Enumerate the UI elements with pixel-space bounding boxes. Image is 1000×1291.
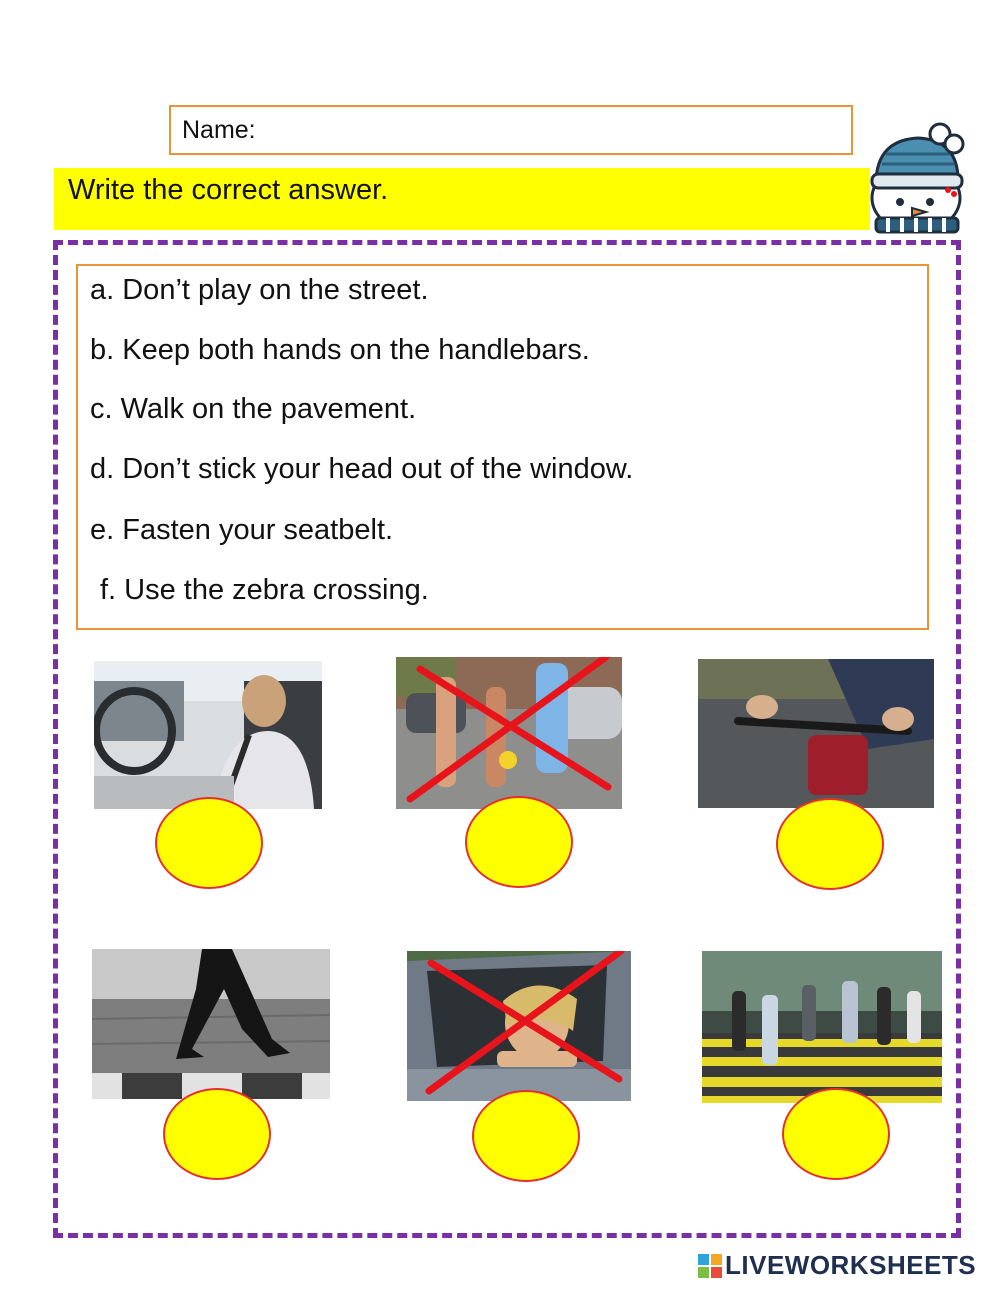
photo-handlebars: [698, 659, 934, 808]
option-d: d. Don’t stick your head out of the window.: [90, 453, 634, 485]
liveworksheets-logo: [698, 1250, 976, 1281]
option-f: f. Use the zebra crossing.: [100, 574, 429, 606]
snowman-icon: [866, 120, 976, 241]
answer-oval-5[interactable]: [472, 1090, 580, 1182]
photo-playing-street: [396, 657, 622, 809]
name-field[interactable]: [169, 105, 853, 155]
option-c: c. Walk on the pavement.: [90, 393, 417, 425]
answer-oval-4[interactable]: [163, 1088, 271, 1180]
liveworksheets-icon: [698, 1254, 722, 1278]
answer-oval-1[interactable]: [155, 797, 263, 889]
brand-text: LIVEWORKSHEETS: [725, 1250, 977, 1280]
answer-oval-6[interactable]: [782, 1088, 890, 1180]
photo-window: [407, 951, 631, 1101]
option-a: a. Don’t play on the street.: [90, 274, 429, 306]
name-label: Name:: [182, 116, 256, 144]
option-b: b. Keep both hands on the handlebars.: [90, 334, 590, 366]
option-e: e. Fasten your seatbelt.: [90, 514, 394, 546]
photo-pavement: [92, 949, 330, 1099]
instruction-text: Write the correct answer.: [68, 174, 389, 206]
photo-zebra-crossing: [702, 951, 942, 1103]
answer-oval-2[interactable]: [465, 796, 573, 888]
answer-oval-3[interactable]: [776, 798, 884, 890]
photo-seatbelt: [94, 661, 322, 809]
